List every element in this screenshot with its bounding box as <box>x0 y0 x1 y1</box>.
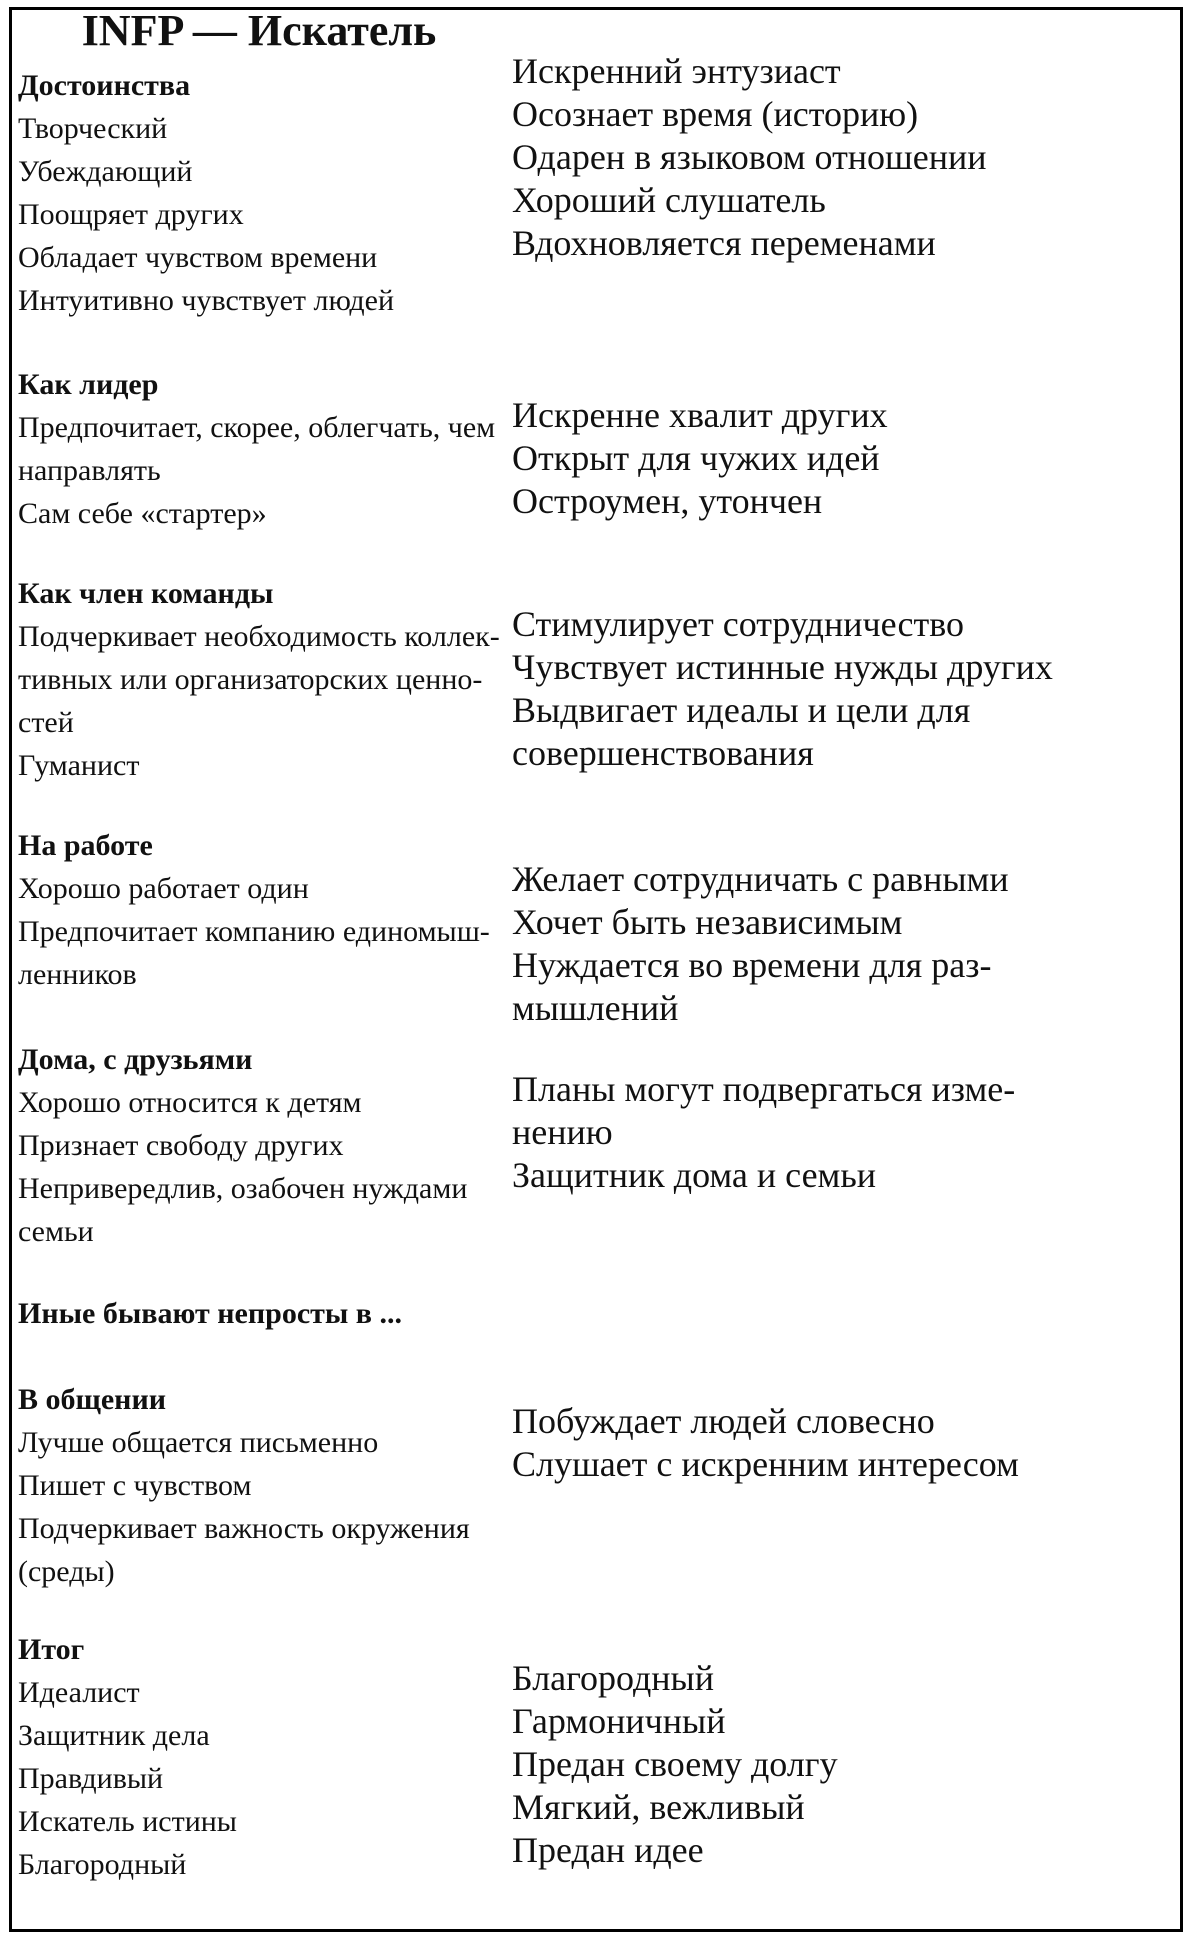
text-line: мышлений <box>512 988 679 1028</box>
right-home-traits <box>512 1068 1174 1197</box>
text-line: тивных или организаторских ценно- <box>18 663 483 696</box>
text-line: Благородный <box>18 1848 187 1881</box>
section-others-find-difficult <box>18 1292 500 1335</box>
text-line: Подчеркивает важность окружения <box>18 1512 470 1545</box>
section-strengths <box>18 64 500 322</box>
section-at-work <box>18 824 500 996</box>
text-line: Правдивый <box>18 1762 164 1795</box>
text-line: Остроумен, утончен <box>512 481 823 521</box>
right-strengths-traits <box>512 50 1174 265</box>
text-line: Открыт для чужих идей <box>512 438 880 478</box>
text-line: Гуманист <box>18 749 140 782</box>
text-line: Осознает время (историю) <box>512 94 919 134</box>
section-heading: Как лидер <box>18 368 159 401</box>
text-line: Убеждающий <box>18 155 193 188</box>
section-heading: Иные бывают непросты в ... <box>18 1297 402 1330</box>
section-in-communication <box>18 1378 500 1593</box>
text-line: Стимулирует сотрудничество <box>512 604 964 644</box>
text-line: (среды) <box>18 1555 115 1588</box>
text-line: Предпочитает, скорее, облегчать, чем <box>18 411 496 444</box>
section-heading: В общении <box>18 1383 167 1416</box>
text-line: Хороший слушатель <box>512 180 826 220</box>
page-title: INFP — Искатель <box>81 6 437 55</box>
text-line: Предан своему долгу <box>512 1744 838 1784</box>
section-heading: Дома, с друзьями <box>18 1043 253 1076</box>
section-as-team-member <box>18 572 500 787</box>
text-line: Одарен в языковом отношении <box>512 137 987 177</box>
text-line: Хорошо работает один <box>18 872 309 905</box>
text-line: Идеалист <box>18 1676 140 1709</box>
right-communication-traits <box>512 1400 1174 1486</box>
text-line: Хорошо относится к детям <box>18 1086 362 1119</box>
text-line: Выдвигает идеалы и цели для <box>512 690 971 730</box>
text-line: Побуждает людей словесно <box>512 1401 935 1441</box>
right-summary-traits <box>512 1657 1174 1872</box>
text-line: Слушает с искренним интересом <box>512 1444 1019 1484</box>
text-line: Поощряет других <box>18 198 244 231</box>
text-line: Хочет быть независимым <box>512 902 903 942</box>
column-left <box>18 0 500 1942</box>
text-line: Нуждается во времени для раз- <box>512 945 992 985</box>
right-work-traits <box>512 858 1174 1030</box>
text-line: стей <box>18 706 74 739</box>
text-line: Планы могут подвергаться изме- <box>512 1069 1016 1109</box>
text-line: Сам себе «стартер» <box>18 497 267 530</box>
text-line: Гармоничный <box>512 1701 726 1741</box>
text-line: Защитник дома и семьи <box>512 1155 877 1195</box>
text-line: Искренне хвалит других <box>512 395 888 435</box>
text-line: Предпочитает компанию единомыш- <box>18 915 490 948</box>
text-line: Обладает чувством времени <box>18 241 378 274</box>
text-line: Искатель истины <box>18 1805 237 1838</box>
text-line: совершенствования <box>512 733 814 773</box>
section-heading: Как член команды <box>18 577 274 610</box>
text-line: Благородный <box>512 1658 715 1698</box>
text-line: Творческий <box>18 112 168 145</box>
column-right <box>512 0 1174 1942</box>
text-line: Пишет с чувством <box>18 1469 252 1502</box>
text-line: нению <box>512 1112 613 1152</box>
text-line: Желает сотрудничать с равными <box>512 859 1009 899</box>
text-line: Вдохновляется переменами <box>512 223 936 263</box>
text-line: ленников <box>18 958 137 991</box>
text-line: Искренний энтузиаст <box>512 51 841 91</box>
text-line: Лучше общается письменно <box>18 1426 379 1459</box>
section-at-home-with-friends <box>18 1038 500 1253</box>
text-line: направлять <box>18 454 161 487</box>
section-heading: На работе <box>18 829 153 862</box>
section-as-leader <box>18 363 500 535</box>
text-line: Признает свободу других <box>18 1129 344 1162</box>
right-team-traits <box>512 603 1174 775</box>
text-line: Интуитивно чувствует людей <box>18 284 395 317</box>
text-line: семьи <box>18 1215 94 1248</box>
text-line: Непривередлив, озабочен нуждами <box>18 1172 468 1205</box>
right-leader-traits <box>512 394 1174 523</box>
text-line: Мягкий, вежливый <box>512 1787 805 1827</box>
text-line: Предан идее <box>512 1830 704 1870</box>
text-line: Чувствует истинные нужды других <box>512 647 1053 687</box>
text-line: Защитник дела <box>18 1719 210 1752</box>
section-heading: Итог <box>18 1633 85 1666</box>
section-summary <box>18 1628 500 1886</box>
text-line: Подчеркивает необходимость коллек- <box>18 620 500 653</box>
section-heading: Достоинства <box>18 69 191 102</box>
